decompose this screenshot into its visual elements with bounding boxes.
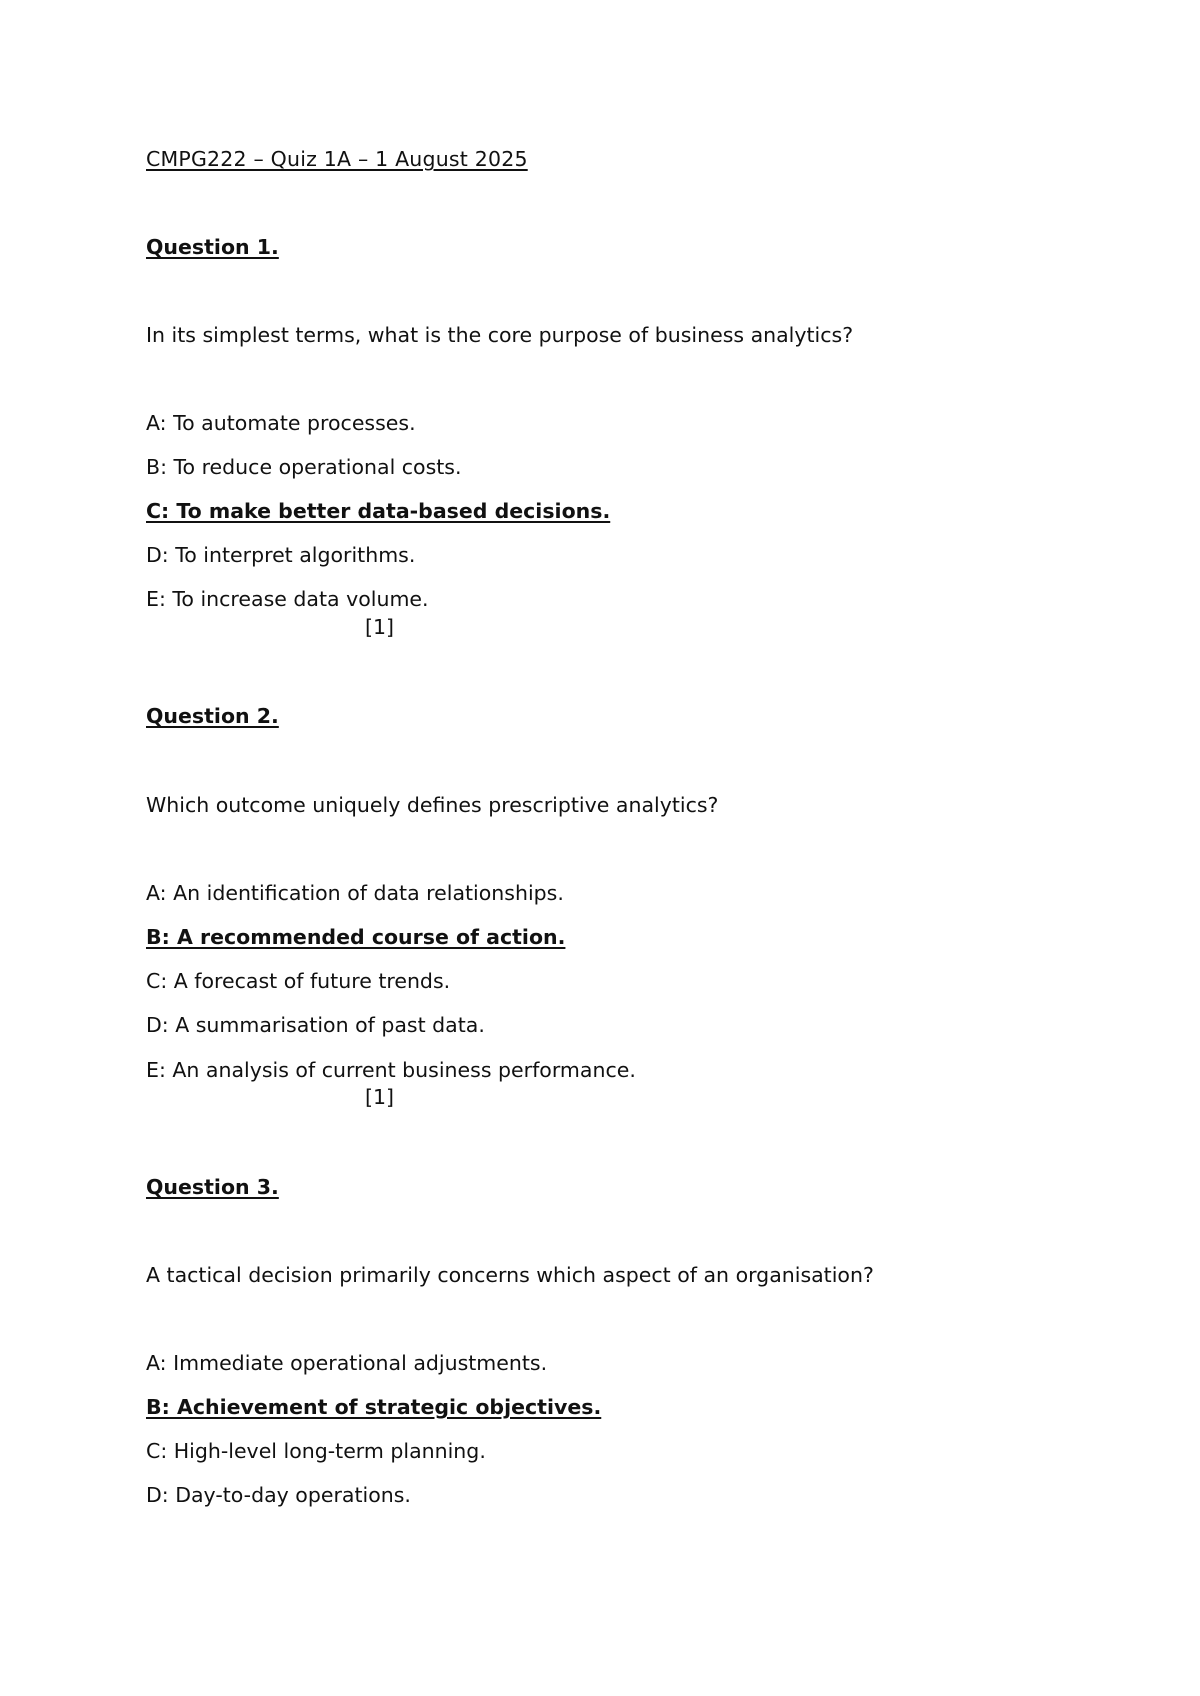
question-2-marks: [1] <box>365 1085 395 1109</box>
question-3-option-d: D: Day-to-day operations. <box>146 1483 411 1507</box>
question-1-option-d: D: To interpret algorithms. <box>146 543 416 567</box>
question-1-heading: Question 1. <box>146 235 279 259</box>
question-1-marks: [1] <box>365 615 395 639</box>
question-3-option-c: C: High-level long-term planning. <box>146 1439 486 1463</box>
question-1-option-c-correct: C: To make better data-based decisions. <box>146 499 611 523</box>
question-1-option-e: E: To increase data volume. <box>146 587 429 611</box>
question-1-prompt: In its simplest terms, what is the core purpose of business analytics? <box>146 323 854 347</box>
question-1-option-b: B: To reduce operational costs. <box>146 455 462 479</box>
question-3-option-a: A: Immediate operational adjustments. <box>146 1351 548 1375</box>
question-2-option-c: C: A forecast of future trends. <box>146 969 451 993</box>
question-2-option-e: E: An analysis of current business performance. <box>146 1058 636 1082</box>
question-3-option-b-correct: B: Achievement of strategic objectives. <box>146 1395 602 1419</box>
question-2-option-a: A: An identification of data relationships. <box>146 881 564 905</box>
question-2-heading: Question 2. <box>146 704 279 728</box>
document-title: CMPG222 – Quiz 1A – 1 August 2025 <box>146 147 528 171</box>
question-2-prompt: Which outcome uniquely defines prescriptive analytics? <box>146 793 719 817</box>
question-3-heading: Question 3. <box>146 1175 279 1199</box>
question-3-prompt: A tactical decision primarily concerns which aspect of an organisation? <box>146 1263 874 1287</box>
question-1-option-a: A: To automate processes. <box>146 411 416 435</box>
question-2-option-b-correct: B: A recommended course of action. <box>146 925 566 949</box>
question-2-option-d: D: A summarisation of past data. <box>146 1013 485 1037</box>
